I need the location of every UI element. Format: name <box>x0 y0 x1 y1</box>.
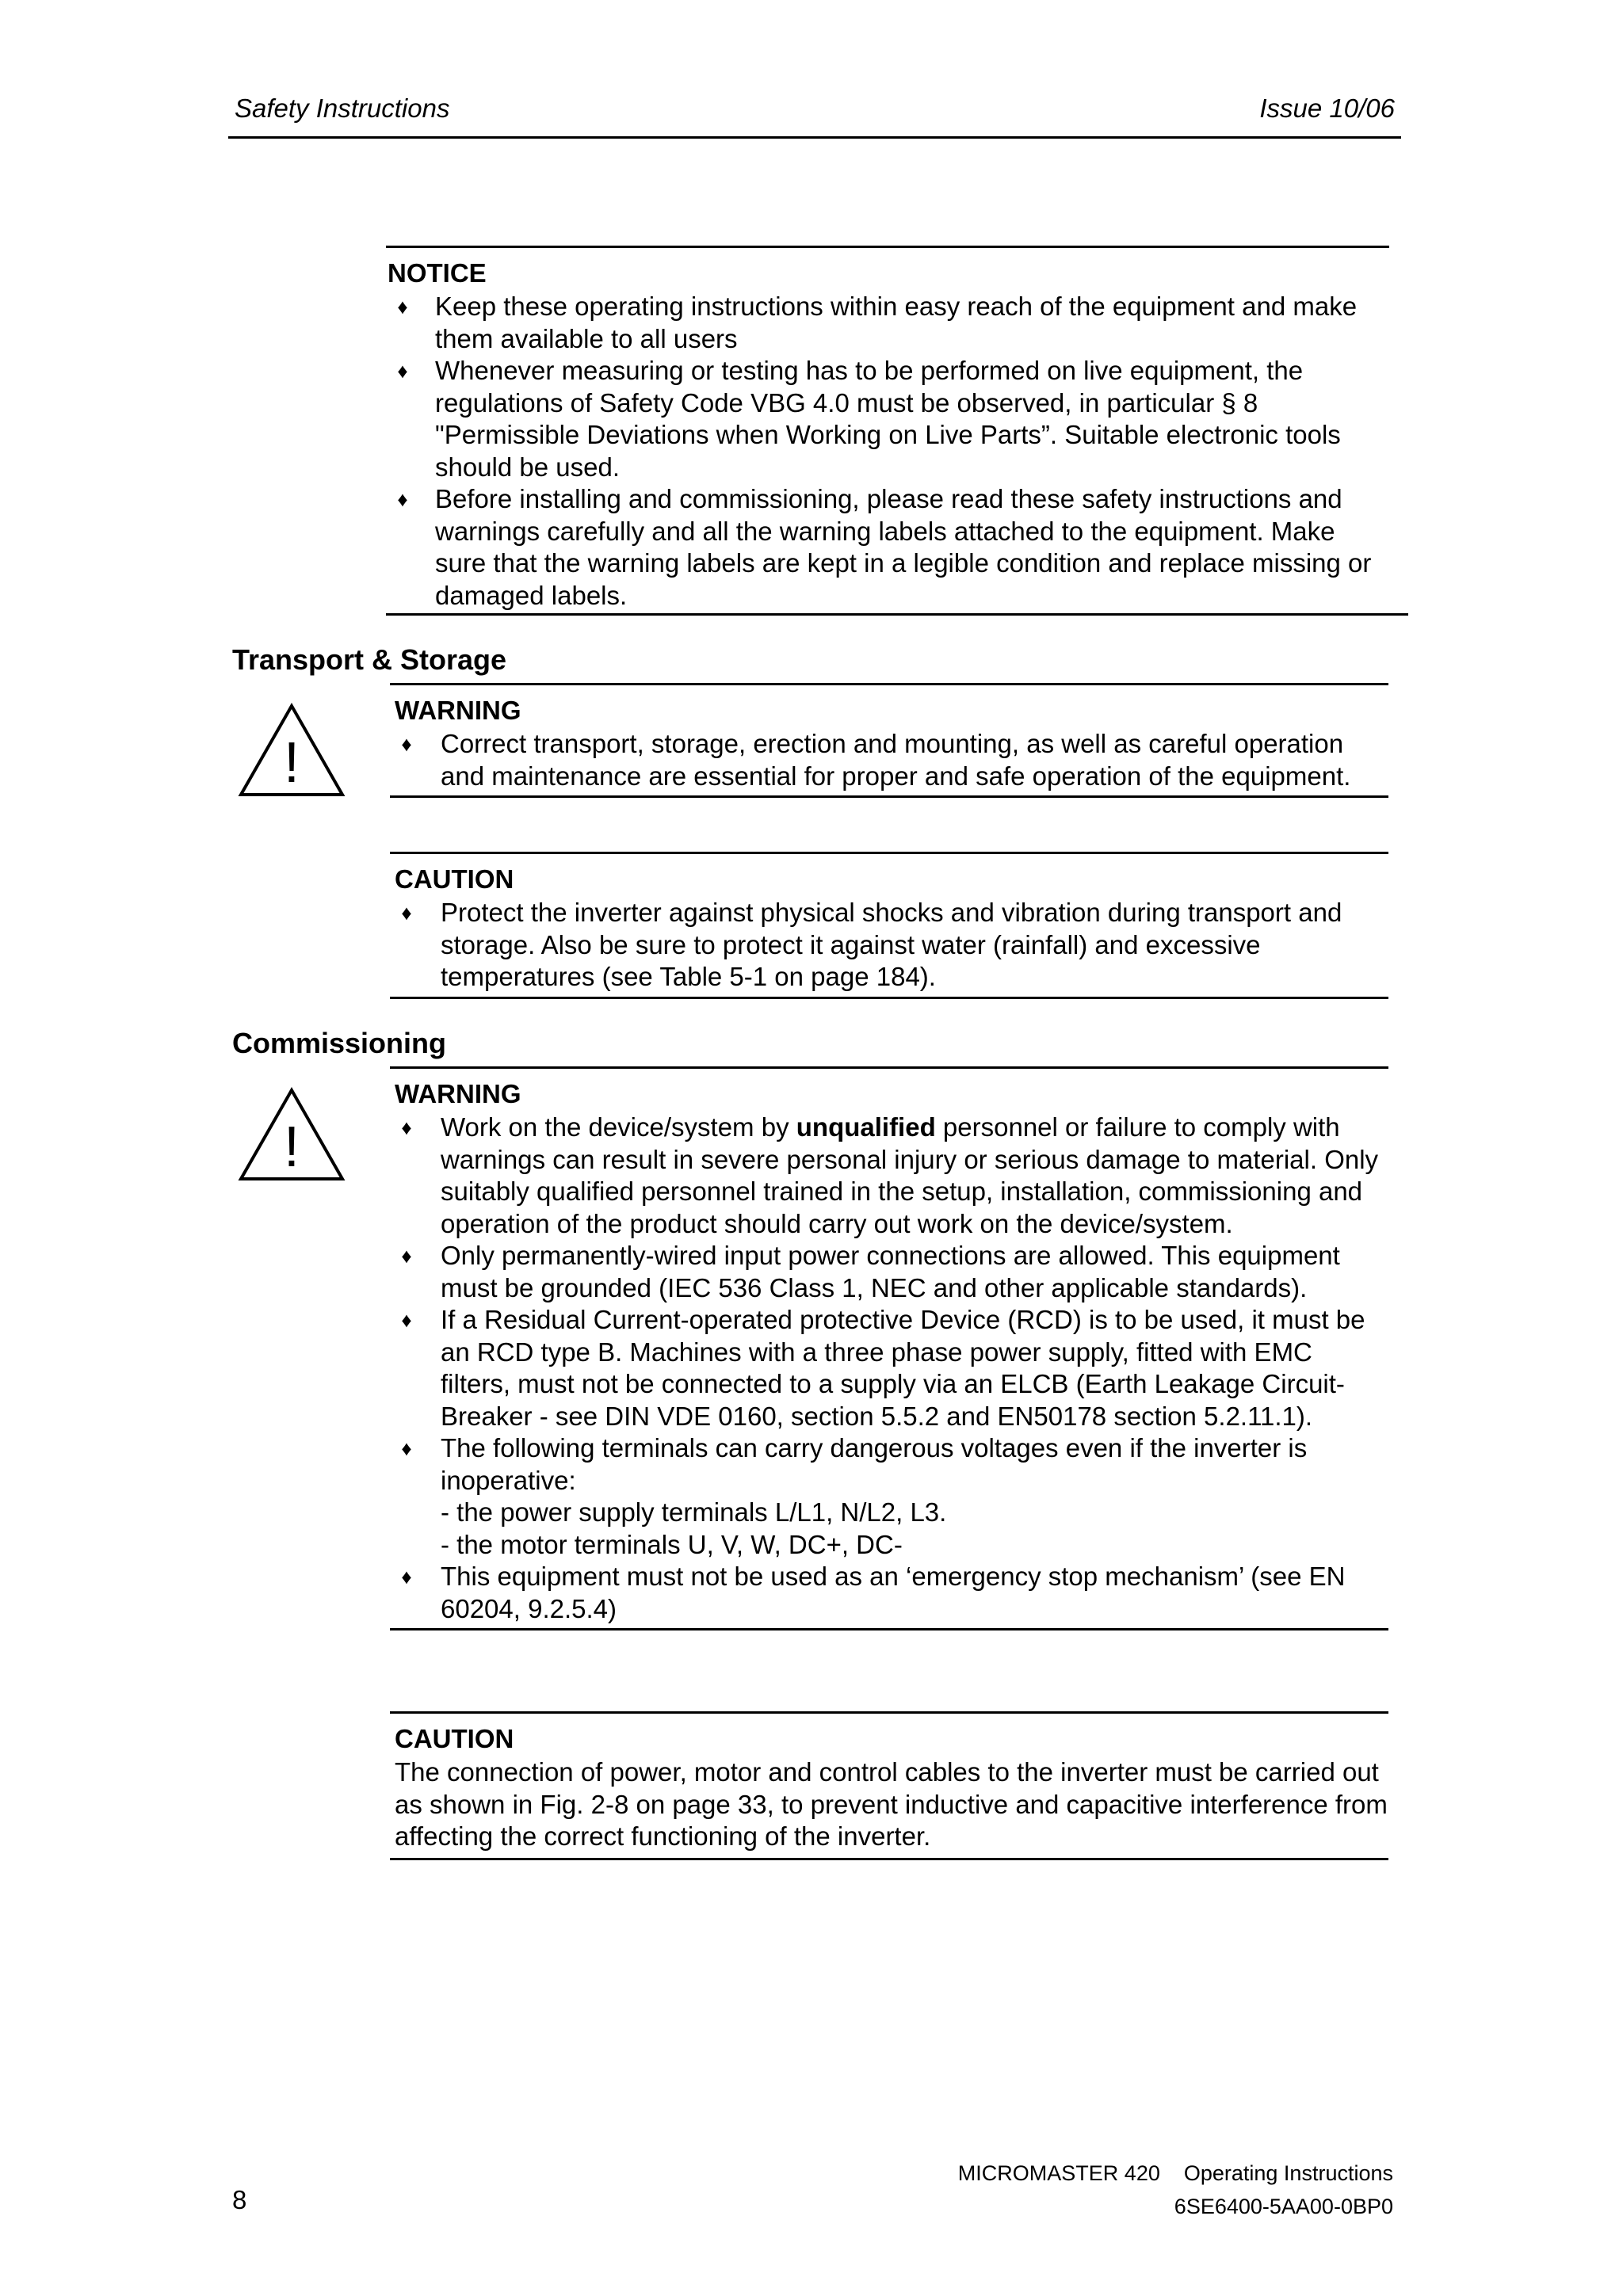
bullet-icon: ♦ <box>397 359 408 383</box>
warning-triangle-icon <box>236 1085 347 1184</box>
transport-caution-bottom-rule <box>390 997 1388 999</box>
notice-item-1: Keep these operating instructions within easy reach of the equipment and make them available to all users <box>435 292 1358 353</box>
commissioning-item-1-post: personnel or failure to comply with warnings can result in severe personal injury or serious damage to material. Only suitably qualified personnel trained in the setup, installation, commissioning and operation of the product should carry out work on the device/system. <box>441 1112 1379 1238</box>
commissioning-warning-top-rule <box>390 1066 1388 1069</box>
list-item <box>390 1561 1388 1625</box>
notice-list <box>386 291 1389 612</box>
bullet-icon: ♦ <box>397 295 408 318</box>
list-item <box>390 728 1388 792</box>
notice-item-2: Whenever measuring or testing has to be performed on live equipment, the regulations of Safety Code VBG 4.0 must be observed, in particular § 8 "Permissible Deviations when Working on Live Parts”. Suitable electronic tools should be used. <box>435 356 1341 482</box>
bullet-icon: ♦ <box>401 1565 412 1589</box>
list-item <box>386 291 1389 355</box>
notice-box <box>386 246 1389 616</box>
list-item <box>386 355 1389 483</box>
notice-bottom-rule <box>386 613 1408 616</box>
footer-doc-number: 6SE6400-5AA00-0BP0 <box>1174 2195 1393 2218</box>
list-item <box>390 1112 1388 1240</box>
list-item <box>390 1240 1388 1304</box>
transport-caution-item-1: Protect the inverter against physical shocks and vibration during transport and storage. Also be sure to protect it against water (rainfall) and excessive temperatures (see Table 5-1 on page 184). <box>441 898 1342 991</box>
transport-warning-box <box>390 683 1388 798</box>
page-header <box>228 89 1401 139</box>
transport-caution-box <box>390 852 1388 999</box>
commissioning-item-5: This equipment must not be used as an ‘emergency stop mechanism’ (see EN 60204, 9.2.5.4) <box>441 1562 1346 1623</box>
page-number: 8 <box>232 2185 247 2214</box>
transport-caution-title: CAUTION <box>395 864 514 894</box>
list-item <box>390 897 1388 994</box>
transport-warning-top-rule <box>390 683 1388 685</box>
commissioning-caution-top-rule <box>390 1711 1388 1714</box>
transport-caution-list <box>390 897 1388 994</box>
commissioning-item-4: The following terminals can carry dangerous voltages even if the inverter is inoperative: <box>441 1433 1308 1495</box>
commissioning-item-2: Only permanently-wired input power connections are allowed. This equipment must be grounded (IEC 536 Class 1, NEC and other applicable standards). <box>441 1241 1340 1302</box>
commissioning-warning-box <box>390 1066 1388 1630</box>
list-item <box>390 1432 1388 1561</box>
bullet-icon: ♦ <box>397 487 408 511</box>
commissioning-item-4-sub-2: - the motor terminals U, V, W, DC+, DC- <box>441 1529 903 1559</box>
commissioning-item-1-emphasis: unqualified <box>796 1112 936 1142</box>
svg-text:!: ! <box>283 731 300 795</box>
commissioning-item-3: If a Residual Current-operated protective Device (RCD) is to be used, it must be an RCD type B. Machines with a three phase power supply, fitted with EMC filters, must not be connected to a supply via an ELCB (Earth Leakage Circuit-Breaker - see DIN VDE 0160, section 5.5.2 and EN50178 section 5.2.11.1). <box>441 1305 1365 1431</box>
footer-doc-info <box>958 2157 1393 2223</box>
bullet-icon: ♦ <box>401 1436 412 1460</box>
commissioning-caution-bottom-rule <box>390 1858 1388 1860</box>
bullet-icon: ♦ <box>401 732 412 756</box>
commissioning-warning-title: WARNING <box>395 1079 521 1108</box>
commissioning-item-1-pre: Work on the device/system by <box>441 1112 796 1142</box>
notice-title: NOTICE <box>388 258 487 288</box>
header-section-title: Safety Instructions <box>235 93 450 123</box>
commissioning-warning-bottom-rule <box>390 1628 1388 1630</box>
commissioning-caution-text: The connection of power, motor and control cables to the inverter must be carried out as shown in Fig. 2-8 on page 33, to prevent inductive and capacitive interference from affecting the correct functioning of the inverter. <box>395 1757 1388 1851</box>
header-issue: Issue 10/06 <box>1259 93 1395 123</box>
warning-triangle-icon <box>236 701 347 799</box>
bullet-icon: ♦ <box>401 901 412 925</box>
commissioning-caution-box <box>390 1711 1388 1860</box>
section-heading-transport: Transport & Storage <box>232 643 507 676</box>
transport-warning-list <box>390 728 1388 792</box>
commissioning-caution-title: CAUTION <box>395 1724 514 1753</box>
notice-item-3: Before installing and commissioning, please read these safety instructions and warnings carefully and all the warning labels attached to the equipment. Make sure that the warning labels are kept in a legible condition and replace missing or damaged labels. <box>435 484 1372 610</box>
notice-top-rule <box>386 246 1389 248</box>
transport-warning-title: WARNING <box>395 696 521 725</box>
bullet-icon: ♦ <box>401 1244 412 1268</box>
list-item <box>390 1304 1388 1432</box>
svg-text:!: ! <box>283 1116 300 1179</box>
commissioning-warning-list <box>390 1112 1388 1625</box>
bullet-icon: ♦ <box>401 1308 412 1332</box>
transport-caution-top-rule <box>390 852 1388 854</box>
section-heading-commissioning: Commissioning <box>232 1027 447 1059</box>
footer-product: MICROMASTER 420 Operating Instructions <box>957 2161 1393 2185</box>
bullet-icon: ♦ <box>401 1116 412 1139</box>
list-item <box>386 483 1389 612</box>
transport-warning-bottom-rule <box>390 795 1388 798</box>
transport-warning-item-1: Correct transport, storage, erection and mounting, as well as careful operation and maintenance are essential for proper and safe operation of the equipment. <box>441 729 1351 791</box>
commissioning-item-4-sub-1: - the power supply terminals L/L1, N/L2, L3. <box>441 1497 947 1527</box>
